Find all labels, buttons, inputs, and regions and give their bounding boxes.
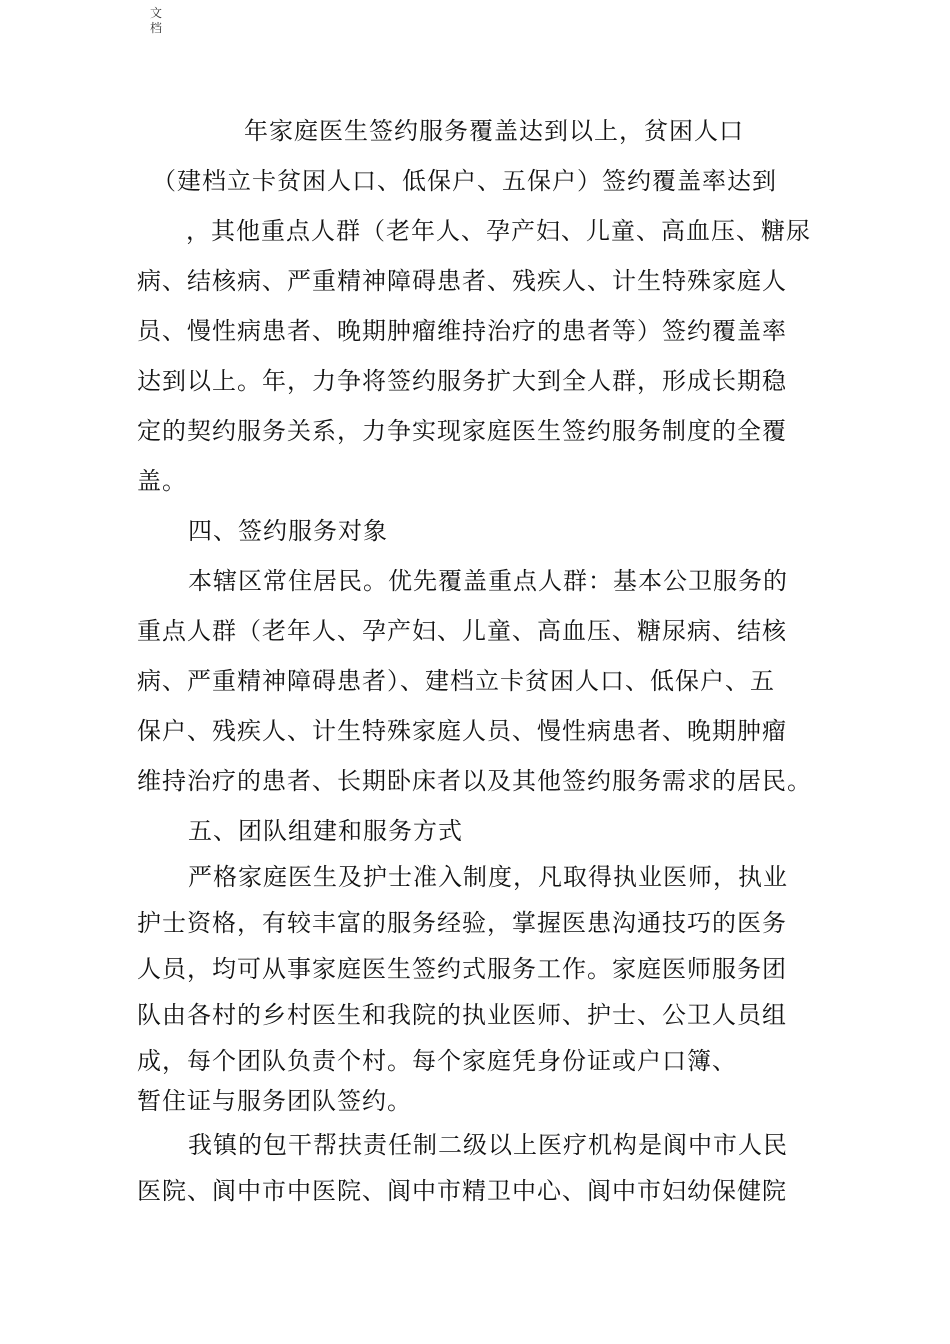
- paragraph-line: 病、严重精神障碍患者）、建档立卡贫困人口、低保户、五: [137, 667, 775, 695]
- paragraph-line: 定的契约服务关系，力争实现家庭医生签约服务制度的全覆: [137, 417, 787, 445]
- paragraph-line: 盖。: [137, 467, 187, 495]
- paragraph-line: 人员，均可从事家庭医生签约式服务工作。家庭医师服务团: [137, 955, 787, 983]
- paragraph-line: （建档立卡贫困人口、低保户、五保户）签约覆盖率达到: [152, 167, 777, 195]
- paragraph-line: 医院、阆中市中医院、阆中市精卫中心、阆中市妇幼保健院: [137, 1177, 787, 1205]
- paragraph-line: 年家庭医生签约服务覆盖达到以上，贫困人口: [244, 117, 744, 145]
- paragraph-line: 队由各村的乡村医生和我院的执业医师、护士、公卫人员组: [137, 1001, 787, 1029]
- paragraph-line: 成，每个团队负责个村。每个家庭凭身份证或户口簿、: [137, 1047, 737, 1075]
- paragraph-line: 维持治疗的患者、长期卧床者以及其他签约服务需求的居民。: [137, 767, 812, 795]
- paragraph-line: ，其他重点人群（老年人、孕产妇、儿童、高血压、糖尿: [186, 217, 811, 245]
- paragraph-line: 保户、残疾人、计生特殊家庭人员、慢性病患者、晚期肿瘤: [137, 717, 787, 745]
- section-heading: 四、签约服务对象: [188, 517, 388, 545]
- paragraph-line: 病、结核病、严重精神障碍患者、残疾人、计生特殊家庭人: [137, 267, 787, 295]
- paragraph-line: 护士资格，有较丰富的服务经验，掌握医患沟通技巧的医务: [137, 909, 787, 937]
- paragraph-line: 暂住证与服务团队签约。: [137, 1087, 412, 1115]
- paragraph-line: 重点人群（老年人、孕产妇、儿童、高血压、糖尿病、结核: [137, 617, 787, 645]
- section-heading: 五、团队组建和服务方式: [188, 817, 463, 845]
- header-mark: 文档: [150, 6, 163, 35]
- paragraph-line: 严格家庭医生及护士准入制度，凡取得执业医师，执业: [188, 863, 788, 891]
- paragraph-line: 本辖区常住居民。优先覆盖重点人群：基本公卫服务的: [188, 567, 788, 595]
- paragraph-line: 员、慢性病患者、晚期肿瘤维持治疗的患者等）签约覆盖率: [137, 317, 787, 345]
- paragraph-line: 达到以上。年，力争将签约服务扩大到全人群，形成长期稳: [137, 367, 787, 395]
- paragraph-line: 我镇的包干帮扶责任制二级以上医疗机构是阆中市人民: [188, 1131, 788, 1159]
